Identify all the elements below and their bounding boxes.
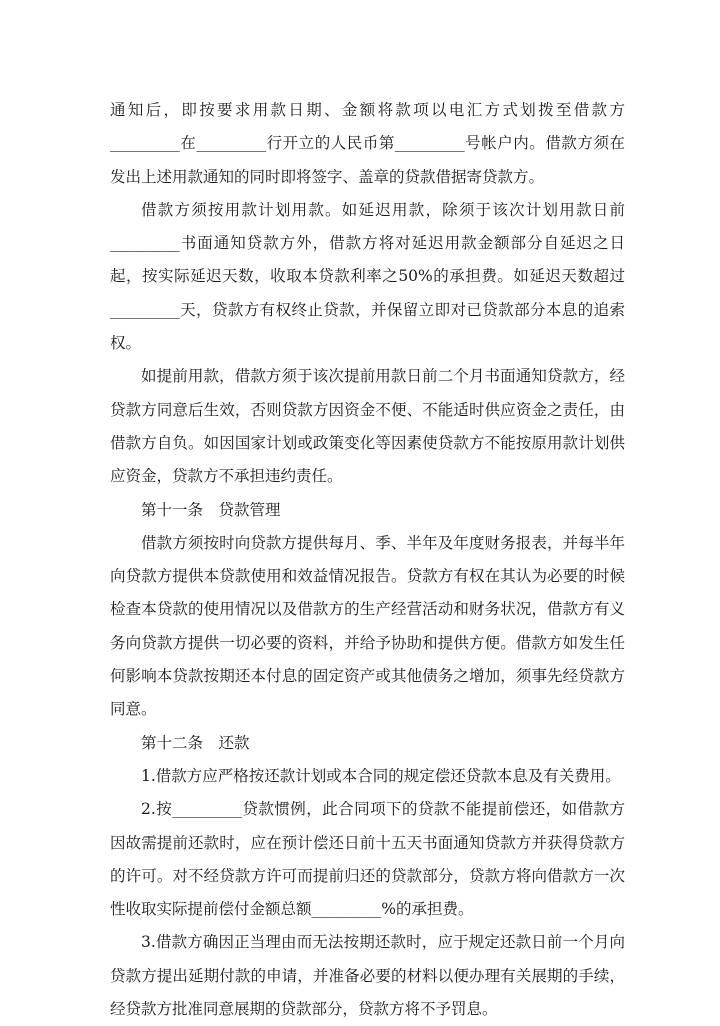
document-body bbox=[110, 94, 625, 1026]
paragraph-delayed-use: 借款方须按用款计划用款。如延迟用款，除须于该次计划用款日前_________书面通知贷款方外，借款方将对延迟用款金额部分自延迟之日起，按实际延迟天数，收取本贷款利率之50%的承担费。如延迟天数超过_________天，贷款方有权终止贷款，并保留立即对已贷款部分本息的追索权。 bbox=[110, 200, 625, 353]
paragraph-repayment-3: 3.借款方确因正当理由而无法按期还款时，应于规定还款日前一个月向贷款方提出延期付款的申请，并准备必要的材料以便办理有关展期的手续，经贷款方批准同意展期的贷款部分，贷款方将不予罚息。 bbox=[110, 933, 625, 1019]
paragraph-repayment-2: 2.按_________贷款惯例，此合同项下的贷款不能提前偿还，如借款方因故需提前还款时，应在预计偿还日前十五天书面通知贷款方并获得贷款方的许可。对不经贷款方许可而提前归还的贷款部分，贷款方将向借款方一次性收取实际提前偿付金额总额_________%的承担费。 bbox=[110, 800, 625, 919]
paragraph-loan-management: 借款方须按时向贷款方提供每月、季、半年及年度财务报表，并每半年向贷款方提供本贷款使用和效益情况报告。贷款方有权在其认为必要的时候检查本贷款的使用情况以及借款方的生产经营活动和财务状况，借款方有义务向贷款方提供一切必要的资料，并给予协助和提供方便。借款方如发生任何影响本贷款按期还本付息的固定资产或其他债务之增加，须事先经贷款方同意。 bbox=[110, 533, 625, 719]
article-12-heading: 第十二条 还款 bbox=[141, 733, 250, 752]
paragraph-early-use: 如提前用款，借款方须于该次提前用款日前二个月书面通知贷款方，经贷款方同意后生效，否则贷款方因资金不便、不能适时供应资金之责任，由借款方自负。如因国家计划或政策变化等因素使贷款方不能按原用款计划供应资金，贷款方不承担违约责任。 bbox=[110, 367, 625, 486]
article-11-heading: 第十一条 贷款管理 bbox=[141, 500, 281, 519]
paragraph-payment-notice: 通知后，即按要求用款日期、金额将款项以电汇方式划拨至借款方_________在_________行开立的人民币第_________号帐户内。借款方须在发出上述用款通知的同时即将签字、盖章的贷款借据寄贷款方。 bbox=[110, 101, 625, 186]
paragraph-repayment-1: 1.借款方应严格按还款计划或本合同的规定偿还贷款本息及有关费用。 bbox=[141, 766, 621, 785]
